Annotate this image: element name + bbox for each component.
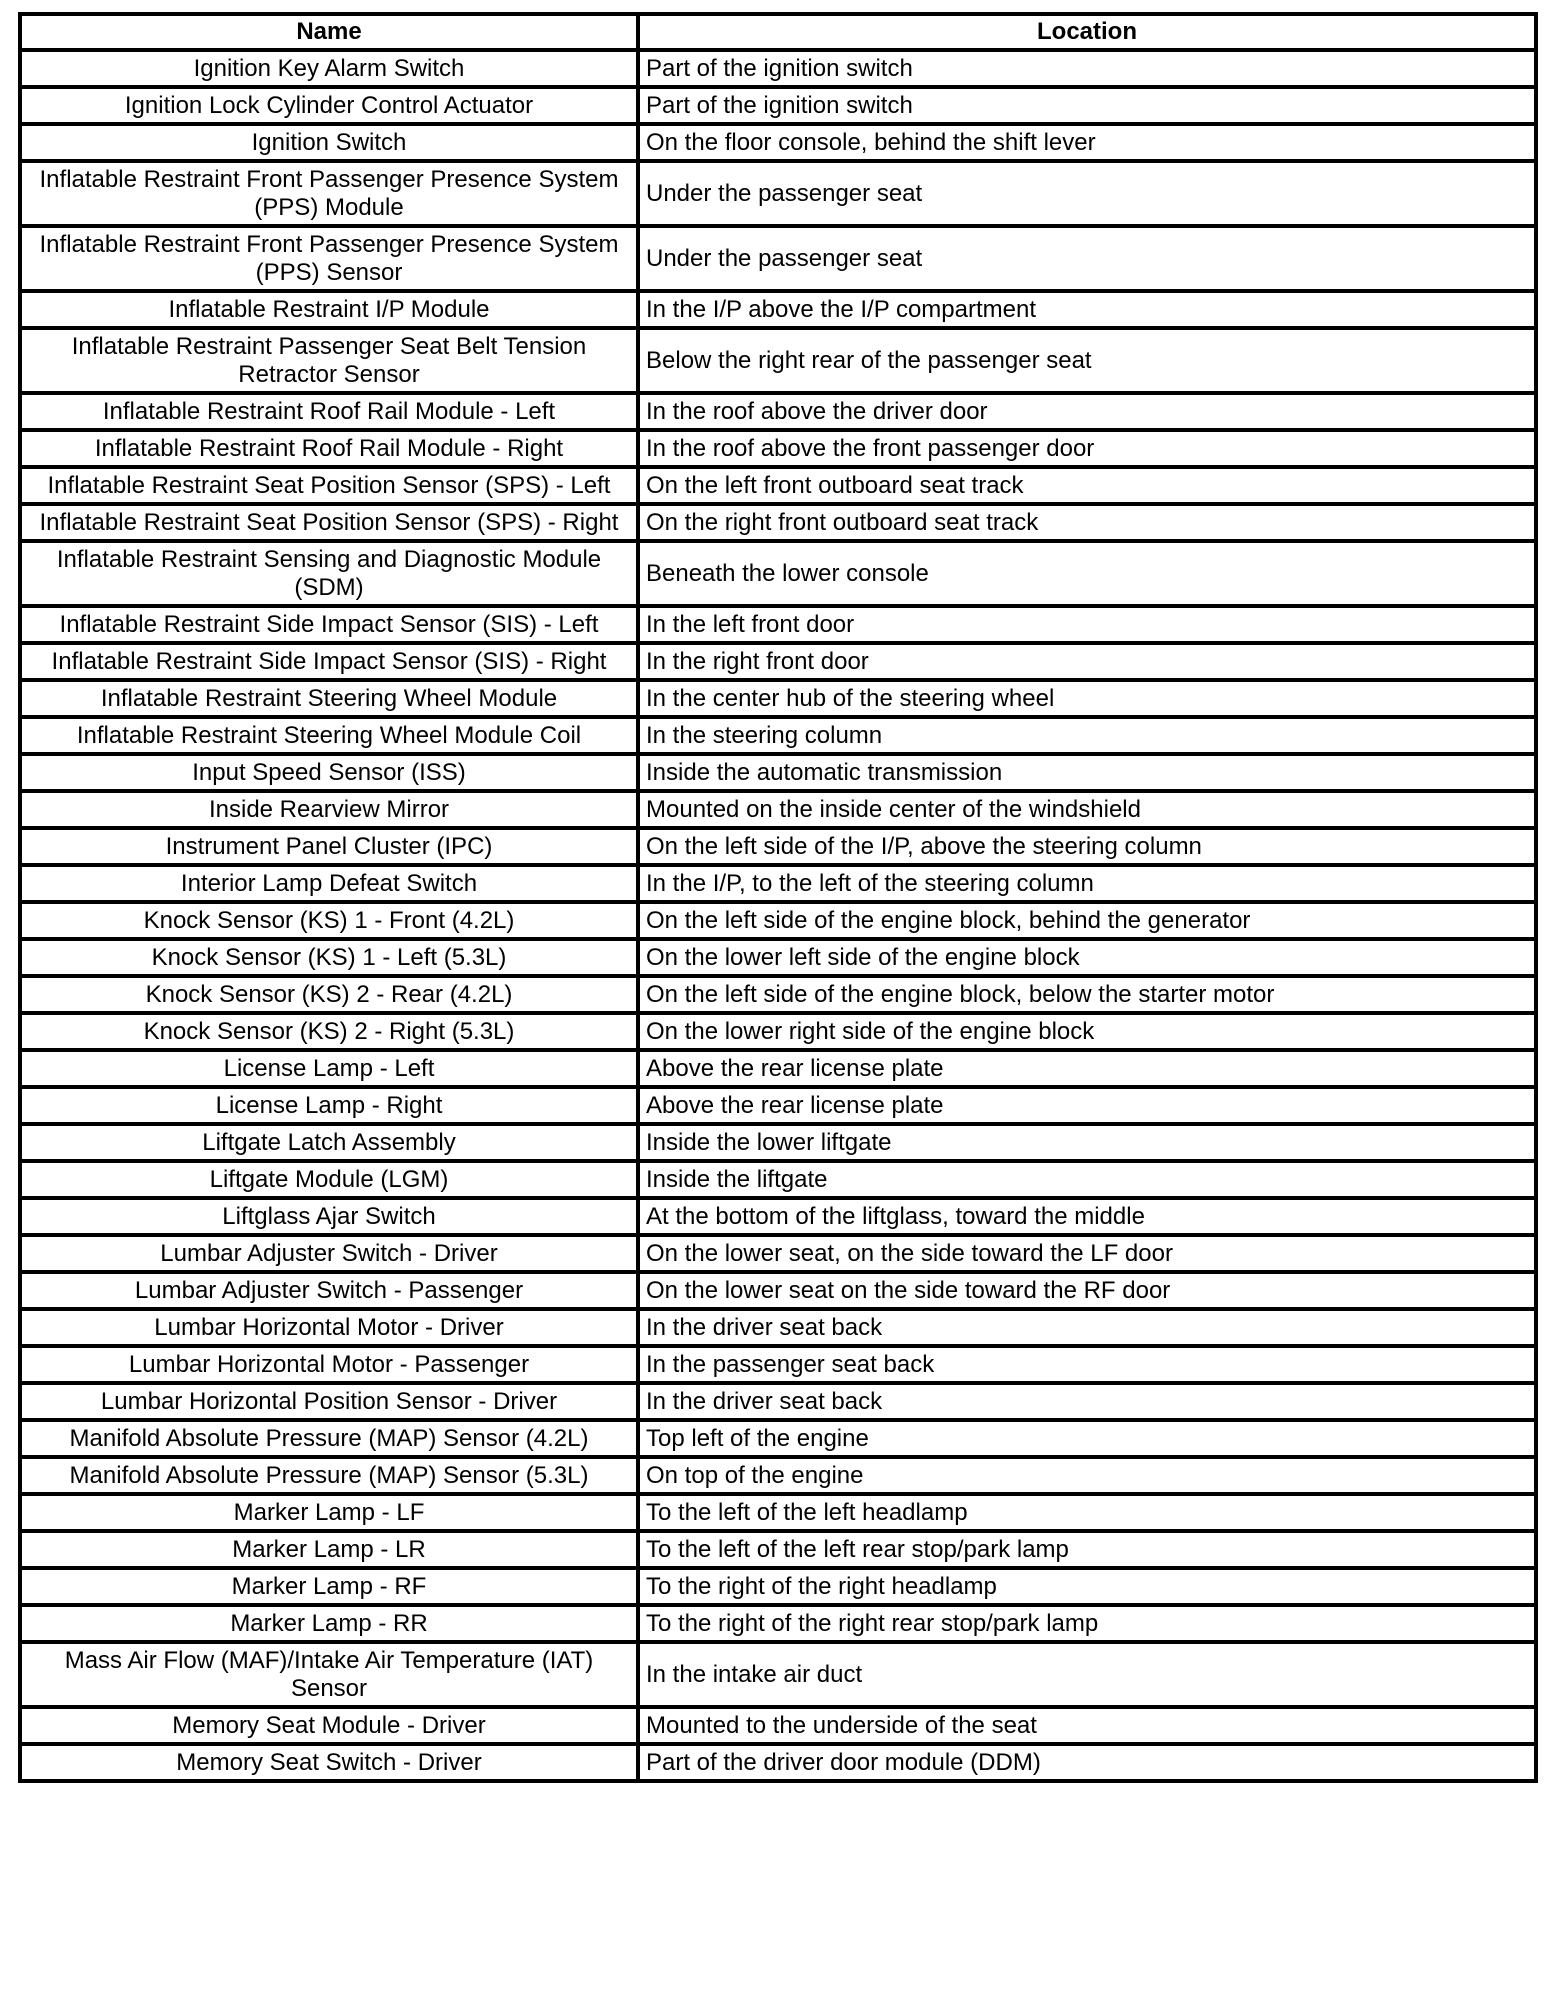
table-row bbox=[20, 939, 1536, 976]
cell-name: Inflatable Restraint Side Impact Sensor (SIS) - Left bbox=[20, 606, 638, 643]
cell-name: Lumbar Adjuster Switch - Passenger bbox=[20, 1272, 638, 1309]
cell-name: Interior Lamp Defeat Switch bbox=[20, 865, 638, 902]
table-row bbox=[20, 1531, 1536, 1568]
cell-name: Marker Lamp - LR bbox=[20, 1531, 638, 1568]
table-row bbox=[20, 328, 1536, 393]
table-row bbox=[20, 1161, 1536, 1198]
table-row bbox=[20, 1050, 1536, 1087]
cell-location: On the lower seat, on the side toward the LF door bbox=[638, 1235, 1536, 1272]
cell-location: On the left side of the engine block, below the starter motor bbox=[638, 976, 1536, 1013]
cell-name: Inflatable Restraint Front Passenger Presence System (PPS) Sensor bbox=[20, 226, 638, 291]
header-row bbox=[20, 14, 1536, 50]
cell-location: Mounted to the underside of the seat bbox=[638, 1707, 1536, 1744]
cell-location: In the I/P, to the left of the steering column bbox=[638, 865, 1536, 902]
cell-location: On the lower right side of the engine block bbox=[638, 1013, 1536, 1050]
table-row bbox=[20, 1013, 1536, 1050]
table-row bbox=[20, 291, 1536, 328]
cell-location: Inside the automatic transmission bbox=[638, 754, 1536, 791]
cell-name: Inflatable Restraint Steering Wheel Module Coil bbox=[20, 717, 638, 754]
cell-location: In the roof above the front passenger door bbox=[638, 430, 1536, 467]
cell-name: Memory Seat Module - Driver bbox=[20, 1707, 638, 1744]
table-row bbox=[20, 1309, 1536, 1346]
table-row bbox=[20, 504, 1536, 541]
cell-location: Under the passenger seat bbox=[638, 226, 1536, 291]
cell-location: Inside the liftgate bbox=[638, 1161, 1536, 1198]
table-row bbox=[20, 467, 1536, 504]
cell-name: Ignition Switch bbox=[20, 124, 638, 161]
cell-location: Top left of the engine bbox=[638, 1420, 1536, 1457]
table-row bbox=[20, 754, 1536, 791]
table-row bbox=[20, 1346, 1536, 1383]
cell-name: Inflatable Restraint Passenger Seat Belt Tension Retractor Sensor bbox=[20, 328, 638, 393]
table-row bbox=[20, 791, 1536, 828]
header-location: Location bbox=[638, 14, 1536, 50]
cell-location: On the left side of the I/P, above the steering column bbox=[638, 828, 1536, 865]
table-row bbox=[20, 1457, 1536, 1494]
table-row bbox=[20, 430, 1536, 467]
cell-name: License Lamp - Left bbox=[20, 1050, 638, 1087]
cell-location: In the intake air duct bbox=[638, 1642, 1536, 1707]
cell-location: In the I/P above the I/P compartment bbox=[638, 291, 1536, 328]
table-row bbox=[20, 717, 1536, 754]
cell-name: Inflatable Restraint Sensing and Diagnostic Module (SDM) bbox=[20, 541, 638, 606]
cell-name: Knock Sensor (KS) 2 - Rear (4.2L) bbox=[20, 976, 638, 1013]
cell-name: Marker Lamp - RF bbox=[20, 1568, 638, 1605]
table-row bbox=[20, 1198, 1536, 1235]
cell-location: To the left of the left rear stop/park lamp bbox=[638, 1531, 1536, 1568]
table-row bbox=[20, 1605, 1536, 1642]
table-row bbox=[20, 902, 1536, 939]
cell-name: Ignition Lock Cylinder Control Actuator bbox=[20, 87, 638, 124]
table-row bbox=[20, 1124, 1536, 1161]
cell-name: Inflatable Restraint Roof Rail Module - Left bbox=[20, 393, 638, 430]
cell-location: Below the right rear of the passenger seat bbox=[638, 328, 1536, 393]
cell-location: Above the rear license plate bbox=[638, 1087, 1536, 1124]
table-row bbox=[20, 1383, 1536, 1420]
cell-name: Inflatable Restraint I/P Module bbox=[20, 291, 638, 328]
table-row bbox=[20, 393, 1536, 430]
cell-name: Manifold Absolute Pressure (MAP) Sensor (5.3L) bbox=[20, 1457, 638, 1494]
table-row bbox=[20, 50, 1536, 87]
cell-name: Input Speed Sensor (ISS) bbox=[20, 754, 638, 791]
cell-name: Inflatable Restraint Side Impact Sensor (SIS) - Right bbox=[20, 643, 638, 680]
cell-name: License Lamp - Right bbox=[20, 1087, 638, 1124]
table-row bbox=[20, 976, 1536, 1013]
cell-name: Inflatable Restraint Seat Position Sensor (SPS) - Left bbox=[20, 467, 638, 504]
table-row bbox=[20, 680, 1536, 717]
cell-location: Part of the ignition switch bbox=[638, 50, 1536, 87]
cell-location: In the steering column bbox=[638, 717, 1536, 754]
header-name: Name bbox=[20, 14, 638, 50]
cell-name: Instrument Panel Cluster (IPC) bbox=[20, 828, 638, 865]
cell-name: Lumbar Horizontal Motor - Driver bbox=[20, 1309, 638, 1346]
table-row bbox=[20, 124, 1536, 161]
cell-name: Inflatable Restraint Front Passenger Presence System (PPS) Module bbox=[20, 161, 638, 226]
cell-location: To the right of the right rear stop/park lamp bbox=[638, 1605, 1536, 1642]
cell-location: Part of the driver door module (DDM) bbox=[638, 1744, 1536, 1781]
cell-name: Knock Sensor (KS) 1 - Left (5.3L) bbox=[20, 939, 638, 976]
cell-location: Part of the ignition switch bbox=[638, 87, 1536, 124]
cell-name: Knock Sensor (KS) 2 - Right (5.3L) bbox=[20, 1013, 638, 1050]
cell-location: On the lower left side of the engine block bbox=[638, 939, 1536, 976]
table-row bbox=[20, 161, 1536, 226]
cell-name: Liftgate Module (LGM) bbox=[20, 1161, 638, 1198]
table-row bbox=[20, 87, 1536, 124]
cell-location: In the passenger seat back bbox=[638, 1346, 1536, 1383]
cell-location: In the roof above the driver door bbox=[638, 393, 1536, 430]
table-row bbox=[20, 643, 1536, 680]
cell-location: Under the passenger seat bbox=[638, 161, 1536, 226]
cell-name: Mass Air Flow (MAF)/Intake Air Temperature (IAT) Sensor bbox=[20, 1642, 638, 1707]
cell-name: Lumbar Adjuster Switch - Driver bbox=[20, 1235, 638, 1272]
cell-location: Mounted on the inside center of the windshield bbox=[638, 791, 1536, 828]
table-row bbox=[20, 1087, 1536, 1124]
cell-location: On the left front outboard seat track bbox=[638, 467, 1536, 504]
table-row bbox=[20, 828, 1536, 865]
cell-location: Above the rear license plate bbox=[638, 1050, 1536, 1087]
table-header bbox=[20, 14, 1536, 50]
cell-location: In the driver seat back bbox=[638, 1309, 1536, 1346]
cell-name: Inflatable Restraint Seat Position Sensor (SPS) - Right bbox=[20, 504, 638, 541]
cell-location: In the right front door bbox=[638, 643, 1536, 680]
table-row bbox=[20, 1707, 1536, 1744]
cell-location: On top of the engine bbox=[638, 1457, 1536, 1494]
table-row bbox=[20, 1744, 1536, 1781]
cell-name: Lumbar Horizontal Motor - Passenger bbox=[20, 1346, 638, 1383]
cell-name: Ignition Key Alarm Switch bbox=[20, 50, 638, 87]
table-row bbox=[20, 1272, 1536, 1309]
cell-location: On the right front outboard seat track bbox=[638, 504, 1536, 541]
cell-location: Inside the lower liftgate bbox=[638, 1124, 1536, 1161]
cell-name: Knock Sensor (KS) 1 - Front (4.2L) bbox=[20, 902, 638, 939]
table-row bbox=[20, 226, 1536, 291]
table-row bbox=[20, 541, 1536, 606]
cell-location: On the left side of the engine block, behind the generator bbox=[638, 902, 1536, 939]
cell-location: In the center hub of the steering wheel bbox=[638, 680, 1536, 717]
cell-name: Liftglass Ajar Switch bbox=[20, 1198, 638, 1235]
cell-name: Liftgate Latch Assembly bbox=[20, 1124, 638, 1161]
cell-name: Lumbar Horizontal Position Sensor - Driver bbox=[20, 1383, 638, 1420]
table-row bbox=[20, 1568, 1536, 1605]
table-row bbox=[20, 1494, 1536, 1531]
table-row bbox=[20, 1235, 1536, 1272]
cell-location: To the right of the right headlamp bbox=[638, 1568, 1536, 1605]
component-locator-table bbox=[18, 12, 1538, 1783]
cell-location: In the driver seat back bbox=[638, 1383, 1536, 1420]
cell-location: Beneath the lower console bbox=[638, 541, 1536, 606]
cell-location: In the left front door bbox=[638, 606, 1536, 643]
cell-name: Marker Lamp - LF bbox=[20, 1494, 638, 1531]
table-row bbox=[20, 1420, 1536, 1457]
table-row bbox=[20, 1642, 1536, 1707]
cell-location: To the left of the left headlamp bbox=[638, 1494, 1536, 1531]
table-row bbox=[20, 606, 1536, 643]
cell-name: Inflatable Restraint Steering Wheel Module bbox=[20, 680, 638, 717]
table-row bbox=[20, 865, 1536, 902]
cell-name: Memory Seat Switch - Driver bbox=[20, 1744, 638, 1781]
cell-location: At the bottom of the liftglass, toward the middle bbox=[638, 1198, 1536, 1235]
cell-location: On the floor console, behind the shift lever bbox=[638, 124, 1536, 161]
cell-name: Marker Lamp - RR bbox=[20, 1605, 638, 1642]
table-body bbox=[20, 50, 1536, 1781]
cell-name: Inflatable Restraint Roof Rail Module - Right bbox=[20, 430, 638, 467]
cell-location: On the lower seat on the side toward the RF door bbox=[638, 1272, 1536, 1309]
cell-name: Inside Rearview Mirror bbox=[20, 791, 638, 828]
cell-name: Manifold Absolute Pressure (MAP) Sensor (4.2L) bbox=[20, 1420, 638, 1457]
